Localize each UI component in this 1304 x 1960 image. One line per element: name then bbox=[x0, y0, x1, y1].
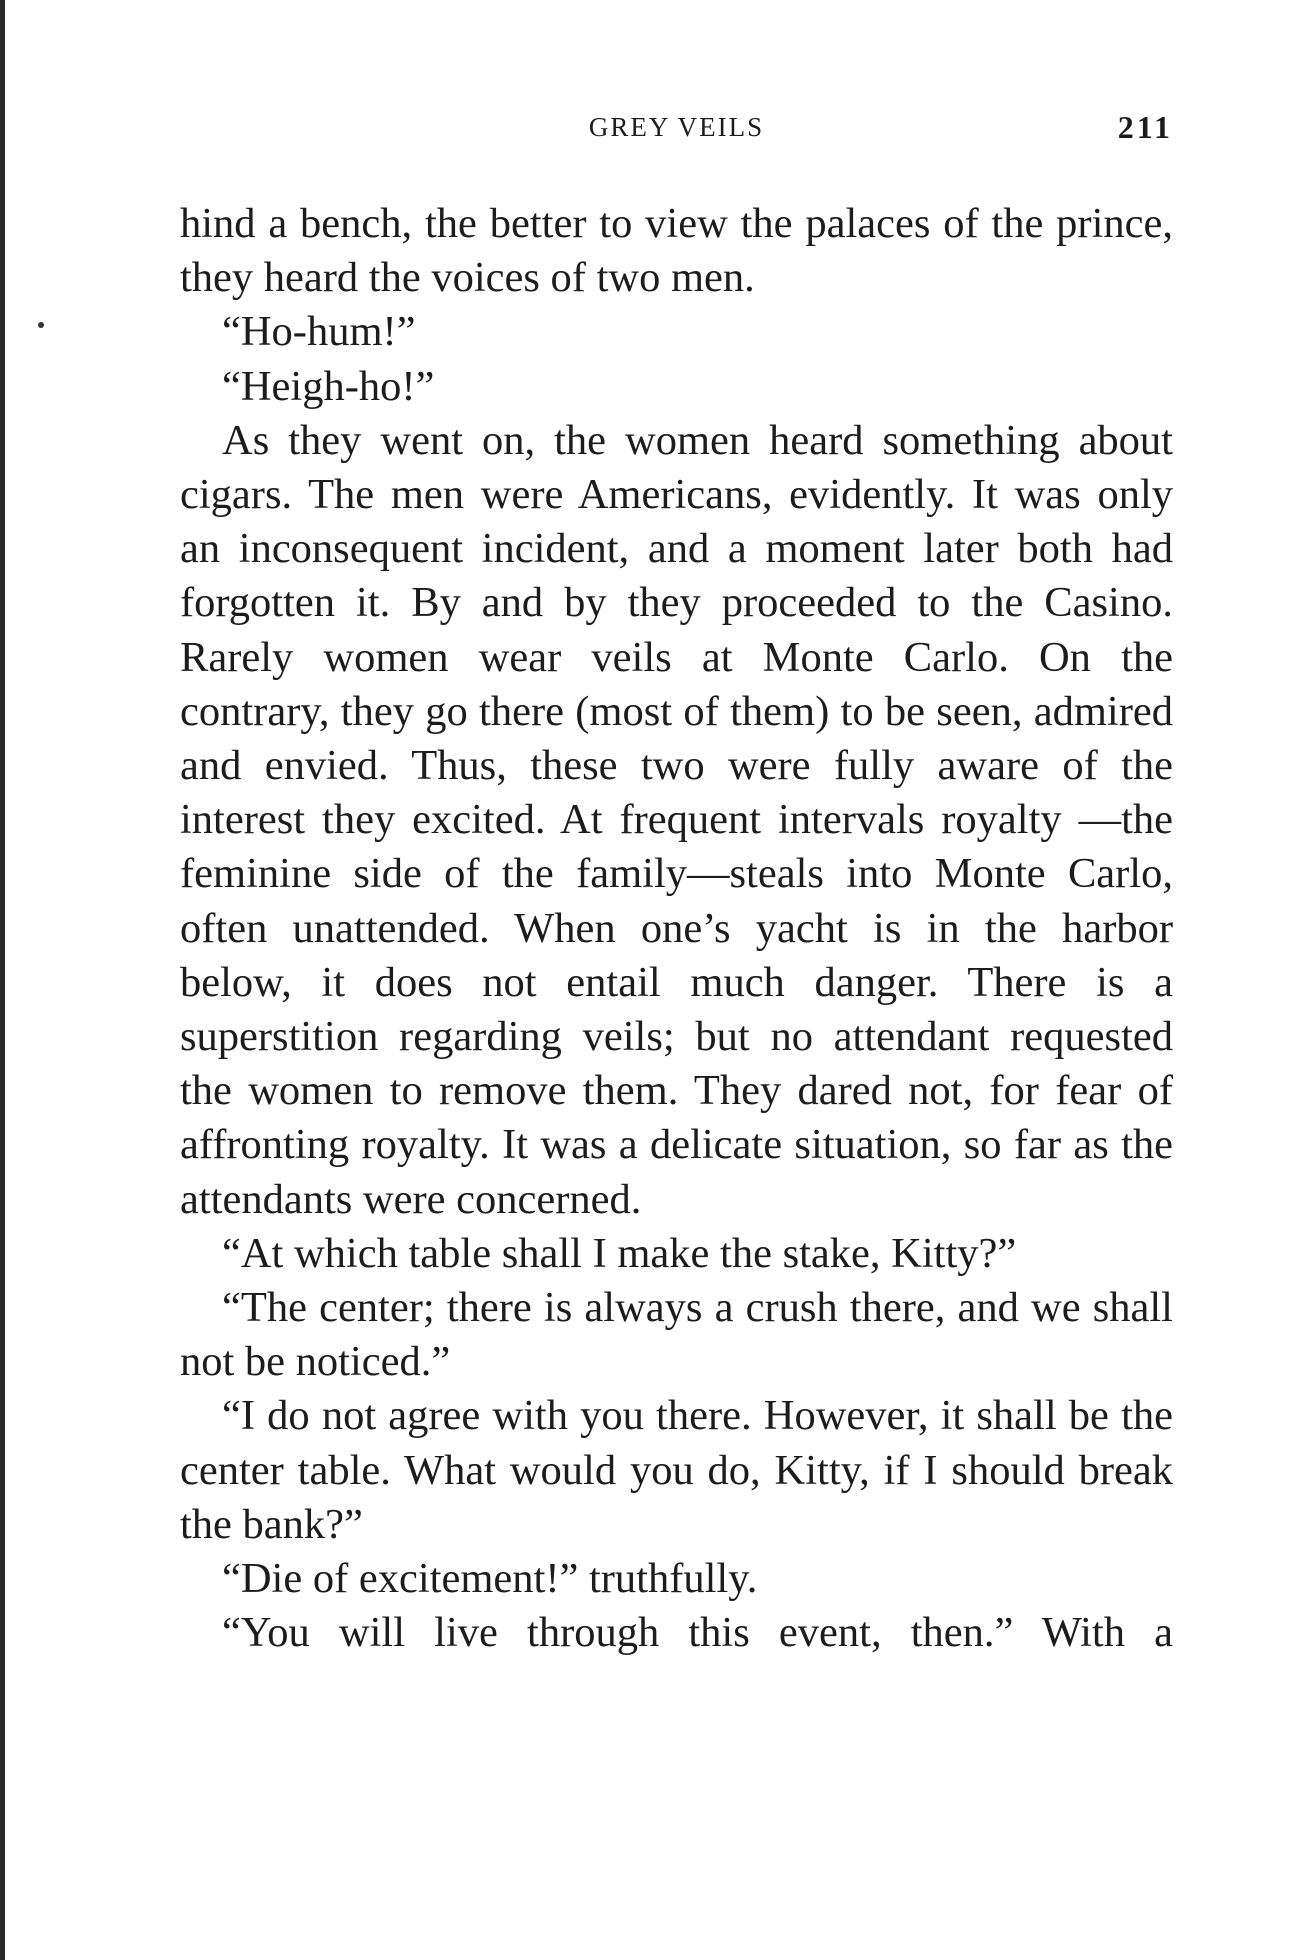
body-text bbox=[180, 197, 1173, 1660]
paragraph-dialogue: “Ho-hum!” bbox=[222, 308, 416, 356]
page-header bbox=[180, 109, 1173, 152]
paragraph-dialogue: “At which table shall I make the stake, Kitty?” bbox=[222, 1229, 1017, 1277]
print-speck bbox=[38, 322, 44, 328]
page-number: 211 bbox=[1117, 109, 1173, 145]
paragraph-dialogue: “Die of excitement!” truthfully. bbox=[222, 1555, 758, 1603]
paragraph-dialogue: “I do not agree with you there. However, it shall be the center table. What would you do, Kitty, if I should break the bank?” bbox=[180, 1392, 1173, 1548]
paragraph-dialogue: “Heigh-ho!” bbox=[222, 362, 435, 410]
paragraph-dialogue: “The center; there is always a crush there, and we shall not be noticed.” bbox=[180, 1284, 1173, 1386]
paragraph-continued: hind a bench, the better to view the palaces of the prince, they heard the voices of two men. bbox=[180, 200, 1173, 302]
paragraph-narrative: As they went on, the women heard something about cigars. The men were Americans, evidently. It was only an inconsequent incident, and a moment later both had forgotten it. By and by they proceeded to the Casino. Rarely women wear veils at Monte Carlo. On the contrary, they go there (most of them) to be seen, admired and envied. Thus, these two were fully aware of the interest they excited. At frequent intervals royalty —the feminine side of the family—steals into Monte Carlo, often unattended. When one’s yacht is in the harbor below, it does not entail much danger. There is a superstition regarding veils; but no attendant requested the women to remove them. They dared not, for fear of affronting royalty. It was a delicate situation, so far as the attendants were concerned. bbox=[180, 416, 1173, 1223]
paragraph-continues-next-page: “You will live through this event, then.” With a bbox=[222, 1609, 1173, 1657]
page-edge-rule bbox=[0, 0, 5, 1960]
running-title: GREY VEILS bbox=[588, 112, 765, 142]
